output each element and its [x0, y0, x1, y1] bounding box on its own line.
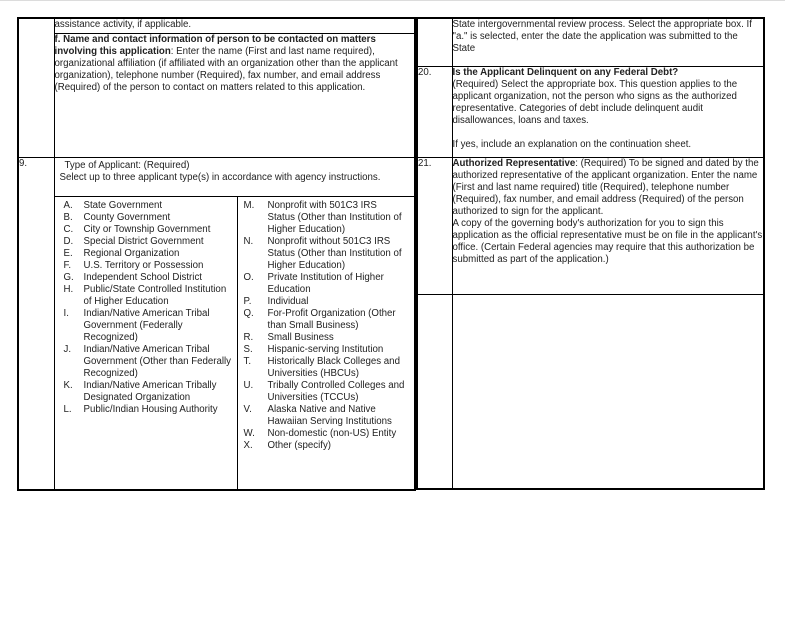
applicant-type-item	[64, 224, 233, 236]
item-21-lead: Authorized Representative	[452, 157, 576, 169]
applicant-type-letter: W.	[243, 427, 255, 439]
applicant-type-letter: M.	[243, 199, 255, 211]
item-21-cell	[452, 157, 764, 294]
applicant-type-letter: N.	[243, 235, 254, 247]
applicant-type-letter: G.	[63, 271, 74, 283]
type-of-applicant-subtitle: Select up to three applicant type(s) in accordance with agency instructions.	[59, 171, 381, 183]
item-f-bold-text: f. Name and contact information of person to be contacted on matters involving this application	[54, 33, 376, 57]
item-9-row	[18, 157, 415, 490]
item-f-body-text: : Enter the name (First and last name required), organizational affiliation (if affiliated with an organization other than the applicant organization), telephone number (Required), fax number, and email address (Required) of the person to contact on matters related to this application.	[54, 45, 398, 93]
scan-edge-line	[0, 0, 785, 1]
item-20-cell	[452, 66, 764, 157]
applicant-type-letter: V.	[243, 403, 252, 415]
applicant-type-letter: B.	[63, 211, 73, 223]
applicant-type-letter: D.	[63, 235, 74, 247]
applicant-type-letter: S.	[243, 343, 253, 355]
applicant-type-item	[244, 344, 407, 356]
empty-row-number-cell	[417, 294, 452, 489]
left-continued-row	[18, 18, 415, 33]
applicant-type-label: Tribally Controlled Colleges and Universities (TCCUs)	[267, 379, 405, 403]
applicant-type-label: Independent School District	[83, 271, 202, 283]
applicant-type-label: Private Institution of Higher Education	[267, 271, 384, 295]
applicant-type-label: Special District Government	[83, 235, 204, 247]
applicant-type-label: For-Profit Organization (Other than Small Business)	[267, 307, 396, 331]
applicant-type-label: Hispanic-serving Institution	[267, 343, 384, 355]
applicant-type-label: Other (specify)	[267, 439, 332, 451]
applicant-type-label: Small Business	[267, 331, 334, 343]
empty-row	[417, 294, 764, 489]
applicant-type-label: Indian/Native American Tribal Government (Other than Federally Recognized)	[83, 343, 232, 379]
item-21-body2: A copy of the governing body's authorization for you to sign this application as the official representative must be on file in the applicant's office. (Certain Federal agencies may require that this authorization be submitted as part of the application.)	[452, 217, 763, 265]
applicant-type-letter: X.	[243, 439, 253, 451]
applicant-type-item	[244, 404, 407, 428]
applicant-type-item	[244, 308, 407, 332]
applicant-type-letter: O.	[243, 271, 254, 283]
applicant-type-item	[64, 284, 233, 308]
applicant-type-letter: U.	[243, 379, 254, 391]
applicant-type-label: Indian/Native American Tribal Government (Federally Recognized)	[83, 307, 210, 343]
right-number-cell-blank	[417, 18, 452, 66]
type-of-applicant-title: Type of Applicant: (Required)	[64, 159, 190, 171]
item-20-question: Is the Applicant Delinquent on any Federal Debt?	[452, 66, 679, 78]
applicant-type-letter: Q.	[243, 307, 254, 319]
applicant-type-label: Historically Black Colleges and Universities (HBCUs)	[267, 355, 400, 379]
applicant-types-lists	[55, 197, 415, 489]
applicant-type-item	[64, 212, 233, 224]
item-20-row	[417, 66, 764, 157]
applicant-type-letter: H.	[63, 283, 74, 295]
assistance-activity-text: assistance activity, if applicable.	[54, 18, 415, 33]
applicant-type-item	[244, 272, 407, 296]
applicant-type-item	[64, 260, 233, 272]
applicant-type-item	[64, 200, 233, 212]
item-20-number: 20.	[417, 66, 452, 157]
left-number-cell-blank	[18, 18, 54, 157]
applicant-type-letter: K.	[63, 379, 73, 391]
applicant-type-label: Public/State Controlled Institution of Higher Education	[83, 283, 227, 307]
applicant-type-label: U.S. Territory or Possession	[83, 259, 204, 271]
applicant-type-item	[64, 308, 233, 344]
applicant-type-letter: T.	[243, 355, 252, 367]
item-9-cell	[54, 157, 415, 490]
item-9-header	[55, 158, 415, 197]
applicant-type-item	[244, 380, 407, 404]
applicant-types-list-a-l	[55, 197, 237, 489]
item-20-body: (Required) Select the appropriate box. This question applies to the applicant organization, not the person who signs as the authorized representative. Categories of debt include delinquent audit disallowances, loans and taxes.	[452, 78, 738, 126]
applicant-type-letter: L.	[63, 403, 72, 415]
item-21-body: : (Required) To be signed and dated by the authorized representative of the applicant organization. Enter the name (First and last name required) title (Required), telephone number (Required), fax number, and email address (Required) of the person authorized to sign for the applicant.	[452, 157, 759, 217]
applicant-type-item	[244, 356, 407, 380]
applicant-type-letter: F.	[63, 259, 72, 271]
applicant-type-label: Nonprofit without 501C3 IRS Status (Other than Institution of Higher Education)	[267, 235, 402, 271]
applicant-type-item	[64, 344, 233, 380]
applicant-type-letter: J.	[63, 343, 72, 355]
applicant-type-label: Alaska Native and Native Hawaiian Serving Institutions	[267, 403, 392, 427]
item-9-number: 9.	[18, 157, 54, 490]
applicant-type-letter: E.	[63, 247, 73, 259]
empty-row-cell	[452, 294, 764, 489]
applicant-type-item	[244, 200, 407, 236]
item-21-row	[417, 157, 764, 294]
applicant-type-item	[244, 440, 407, 452]
applicant-type-letter: R.	[243, 331, 254, 343]
item-f-cell	[54, 33, 415, 157]
applicant-type-item	[244, 296, 407, 308]
applicant-type-label: City or Township Government	[83, 223, 211, 235]
applicant-type-label: Nonprofit with 501C3 IRS Status (Other than Institution of Higher Education)	[267, 199, 402, 235]
state-review-text: State intergovernmental review process. Select the appropriate box. If "a." is selected, enter the date the application was submitted to the State	[452, 18, 764, 66]
item-21-number: 21.	[417, 157, 452, 294]
right-continued-row	[417, 18, 764, 66]
left-instructions-table	[17, 17, 416, 491]
applicant-type-item	[64, 380, 233, 404]
applicant-type-label: Non-domestic (non-US) Entity	[267, 427, 397, 439]
applicant-type-item	[64, 272, 233, 284]
applicant-type-letter: I.	[63, 307, 69, 319]
applicant-type-label: Individual	[267, 295, 309, 307]
applicant-types-list-m-x	[237, 197, 415, 489]
applicant-type-letter: P.	[243, 295, 252, 307]
applicant-type-label: State Government	[83, 199, 163, 211]
applicant-type-letter: A.	[63, 199, 73, 211]
applicant-type-label: County Government	[83, 211, 171, 223]
applicant-type-label: Public/Indian Housing Authority	[83, 403, 218, 415]
applicant-type-item	[244, 428, 407, 440]
applicant-type-letter: C.	[63, 223, 74, 235]
applicant-type-item	[64, 248, 233, 260]
right-instructions-table	[416, 17, 765, 490]
applicant-type-item	[244, 236, 407, 272]
applicant-type-label: Indian/Native American Tribally Designated Organization	[83, 379, 217, 403]
applicant-type-item	[64, 236, 233, 248]
item-f-row	[18, 33, 415, 157]
item-21-paragraph	[453, 158, 764, 218]
applicant-type-item	[244, 332, 407, 344]
applicant-type-label: Regional Organization	[83, 247, 180, 259]
applicant-type-item	[64, 404, 233, 416]
item-20-note: If yes, include an explanation on the continuation sheet.	[452, 138, 692, 150]
